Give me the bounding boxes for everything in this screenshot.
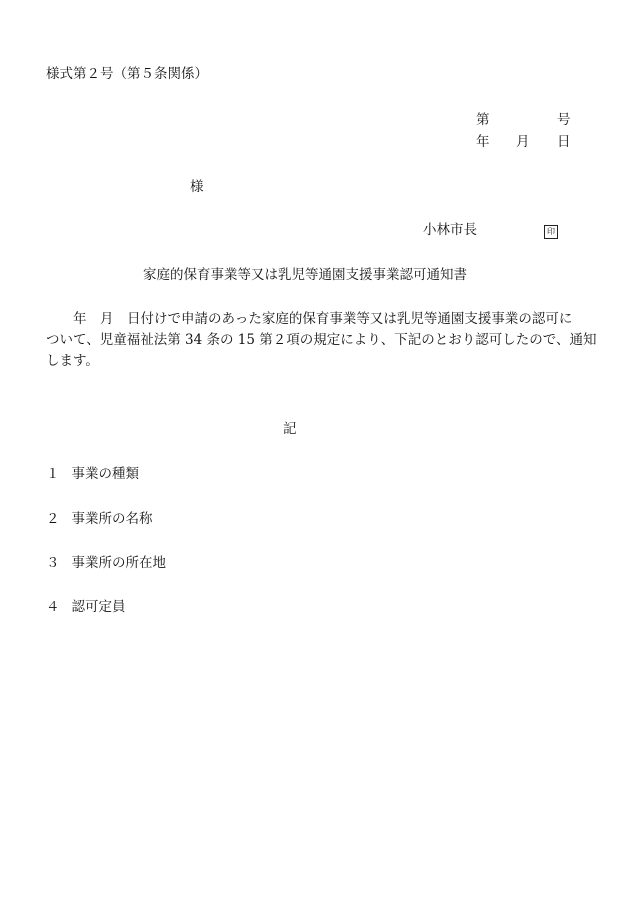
list-item xyxy=(46,510,153,528)
item-label: 事業の種類 xyxy=(71,466,139,482)
form-label: 様式第２号（第５条関係） xyxy=(46,66,208,82)
item-number: ３ xyxy=(46,555,60,571)
body-line-3: します。 xyxy=(46,353,99,369)
date-month: 月 xyxy=(516,134,530,150)
item-label: 事業所の所在地 xyxy=(71,555,166,571)
body-line-2: ついて、児童福祉法第 34 条の 15 第２項の規定により、下記のとおり認可したので、通知 xyxy=(46,332,597,348)
list-item xyxy=(46,554,166,572)
seal-mark xyxy=(544,221,558,239)
ki-heading: 記 xyxy=(283,421,297,437)
doc-number-suffix: 号 xyxy=(557,112,571,128)
item-label: 認可定員 xyxy=(71,599,126,615)
body-line-1: 年 月 日付けで申請のあった家庭的保育事業等又は乳児等通園支援事業の認可に xyxy=(46,311,573,327)
seal-icon: 印 xyxy=(544,225,558,239)
issuer-name: 小林市長 xyxy=(423,222,477,238)
date-day: 日 xyxy=(557,134,571,150)
item-number: ４ xyxy=(46,599,60,615)
item-number: １ xyxy=(46,466,60,482)
addressee-suffix: 様 xyxy=(190,179,204,195)
doc-number-prefix: 第 xyxy=(476,112,490,128)
list-item xyxy=(46,598,126,616)
item-number: ２ xyxy=(46,511,60,527)
list-item xyxy=(46,465,139,483)
document-title: 家庭的保育事業等又は乳児等通園支援事業認可通知書 xyxy=(143,267,467,283)
date-year: 年 xyxy=(476,134,490,150)
item-label: 事業所の名称 xyxy=(71,511,153,527)
